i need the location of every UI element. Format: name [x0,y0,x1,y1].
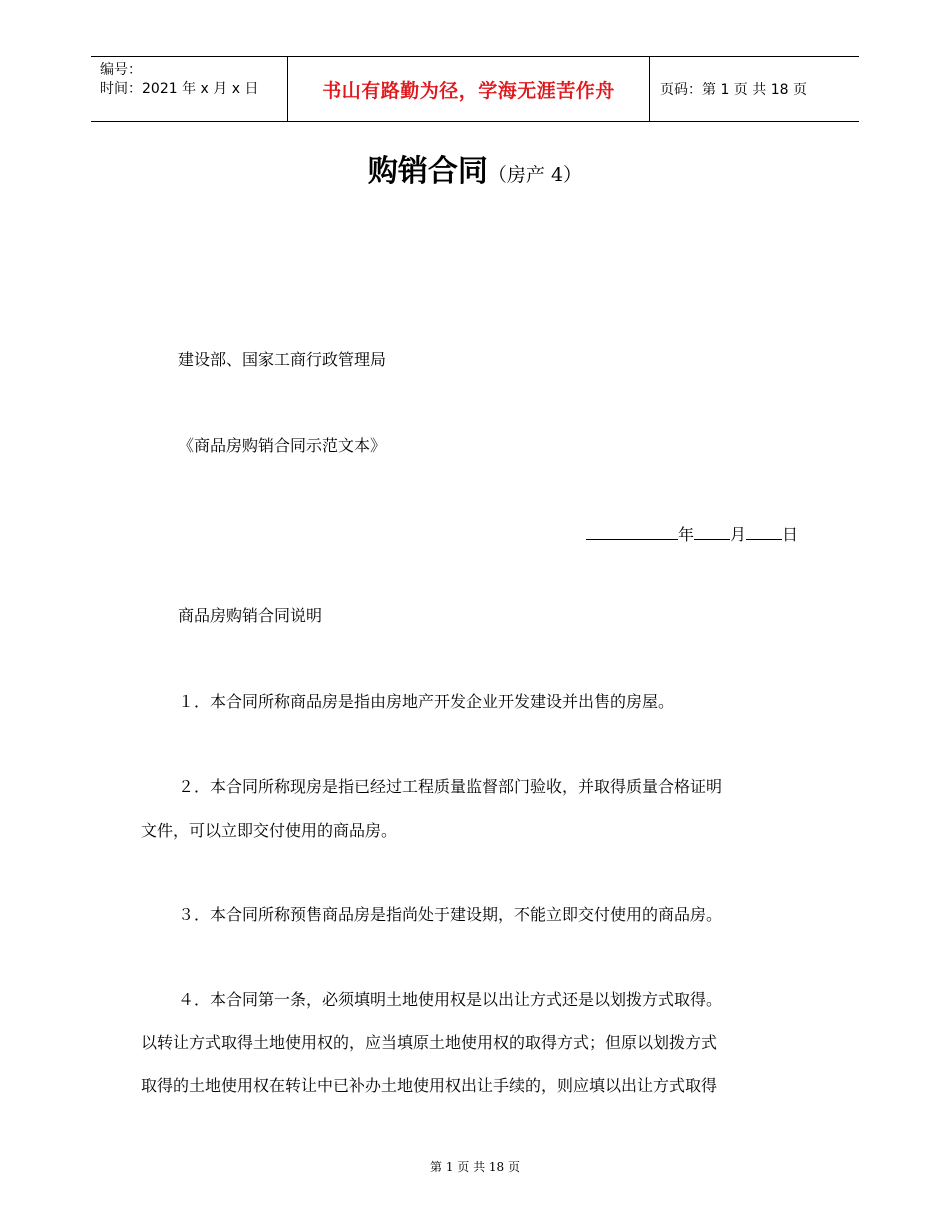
day-blank [746,525,782,540]
month-label: 月 [730,525,747,544]
time-label: 时间：2021 年 x 月 x 日 [100,81,259,97]
section-title: 商品房购销合同说明 [178,606,323,625]
number-label: 编号： [100,62,142,78]
header-table [91,56,859,122]
item-1-line-1: １．本合同所称商品房是指由房地产开发企业开发建设并出售的房屋。 [178,692,675,711]
header-meta [91,57,287,121]
page-title [0,146,950,190]
header-motto: 书山有路勤为径，学海无涯苦作舟 [287,57,650,121]
issuer: 建设部、国家工商行政管理局 [178,350,387,369]
month-blank [694,525,730,540]
item-2-line-1: ２．本合同所称现房是指已经过工程质量监督部门验收，并取得质量合格证明 [178,777,723,796]
year-blank [586,525,678,540]
title-sub: （房产 4） [487,164,583,186]
item-4-line-2: 以转让方式取得土地使用权的，应当填原土地使用权的取得方式；但原以划拨方式 [141,1033,718,1052]
item-3-line-1: ３．本合同所称预售商品房是指尚处于建设期，不能立即交付使用的商品房。 [178,905,723,924]
header-page-info: 页码：第 1 页 共 18 页 [660,82,807,98]
title-main: 购销合同 [367,154,488,189]
date-line [586,522,798,545]
item-4-line-3: 取得的土地使用权在转让中已补办土地使用权出让手续的，则应填以出让方式取得 [141,1076,718,1095]
item-2-line-2: 文件，可以立即交付使用的商品房。 [141,821,398,840]
item-4-line-1: ４．本合同第一条，必须填明土地使用权是以出让方式还是以划拨方式取得。 [178,990,723,1009]
year-label: 年 [678,525,695,544]
doc-name: 《商品房购销合同示范文本》 [178,436,387,455]
day-label: 日 [782,525,799,544]
page-footer: 第 1 页 共 18 页 [430,1160,520,1174]
